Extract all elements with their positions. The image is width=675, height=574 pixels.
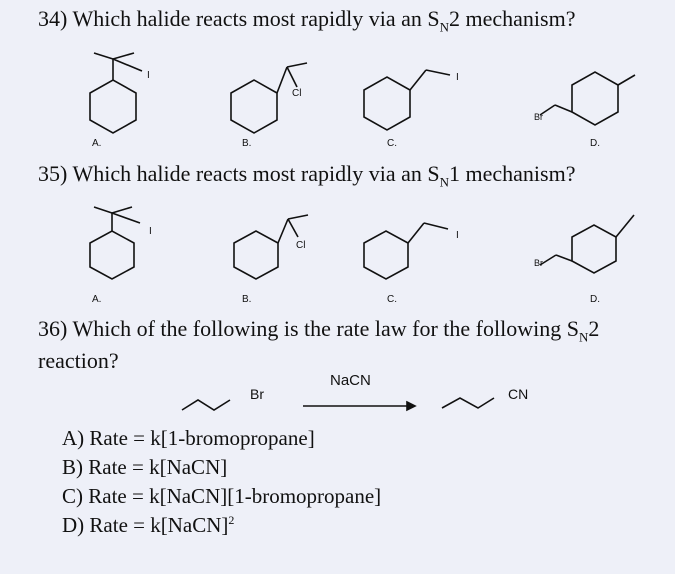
question-text: Which of the following is the rate law for the following S <box>72 316 579 341</box>
choice-a: A. <box>92 294 102 305</box>
answer-letter: A) <box>62 426 85 450</box>
choice-b: B. <box>242 138 252 149</box>
product-group: CN <box>508 386 529 402</box>
halogen-label-i: I <box>149 226 152 237</box>
answer-text: Rate = k[NaCN] <box>89 513 229 537</box>
answer-text: Rate = k[NaCN] <box>88 455 228 479</box>
subscript: N <box>439 174 449 190</box>
halogen-label-br: Br <box>534 112 543 122</box>
answer-a <box>62 426 315 451</box>
choice-b: B. <box>242 294 252 305</box>
choice-d: D. <box>590 294 600 305</box>
reactant-group: Br <box>250 386 264 402</box>
question-34 <box>38 6 575 35</box>
molecule-35c <box>360 205 470 285</box>
halogen-label-i: I <box>456 230 459 241</box>
question-36-line2: reaction? <box>38 348 119 373</box>
molecule-34c <box>360 45 470 125</box>
question-text-end: 2 mechanism? <box>449 6 576 31</box>
molecule-35a <box>80 205 180 285</box>
question-text: Which halide reacts most rapidly via an S <box>72 6 440 31</box>
answer-letter: D) <box>62 513 85 537</box>
subscript: N <box>439 19 449 35</box>
molecule-34b <box>225 45 325 125</box>
molecule-35d <box>510 205 640 285</box>
question-number: 36) <box>38 316 68 341</box>
superscript: 2 <box>228 513 235 527</box>
answer-letter: C) <box>62 484 83 508</box>
choice-c: C. <box>387 138 397 149</box>
halogen-label-cl: Cl <box>296 240 306 251</box>
question-number: 35) <box>38 161 68 186</box>
molecule-34d <box>510 45 640 125</box>
molecule-34a <box>80 45 180 125</box>
question-35 <box>38 161 575 190</box>
choice-a: A. <box>92 138 102 149</box>
halogen-label-i: I <box>456 72 459 83</box>
halogen-label-br: Br <box>534 258 543 268</box>
answer-c <box>62 484 381 509</box>
molecule-35b <box>228 205 328 285</box>
answer-b <box>62 455 227 480</box>
question-text-end: 2 <box>588 316 600 341</box>
answer-letter: B) <box>62 455 83 479</box>
question-text: Which halide reacts most rapidly via an S <box>72 161 440 186</box>
halogen-label-cl: Cl <box>292 88 302 99</box>
reaction-arrow <box>303 400 415 412</box>
subscript: N <box>578 329 589 345</box>
halogen-label-i: I <box>147 70 150 81</box>
question-36 <box>38 316 599 345</box>
question-text-end: 1 mechanism? <box>449 161 576 186</box>
answer-text: Rate = k[NaCN][1-bromopropane] <box>88 484 382 508</box>
question-number: 34) <box>38 6 68 31</box>
reagent: NaCN <box>330 372 371 389</box>
choice-d: D. <box>590 138 600 149</box>
answer-text: Rate = k[1-bromopropane] <box>89 426 315 450</box>
reactant-molecule <box>180 388 260 418</box>
choice-c: C. <box>387 294 397 305</box>
answer-d <box>62 513 234 538</box>
